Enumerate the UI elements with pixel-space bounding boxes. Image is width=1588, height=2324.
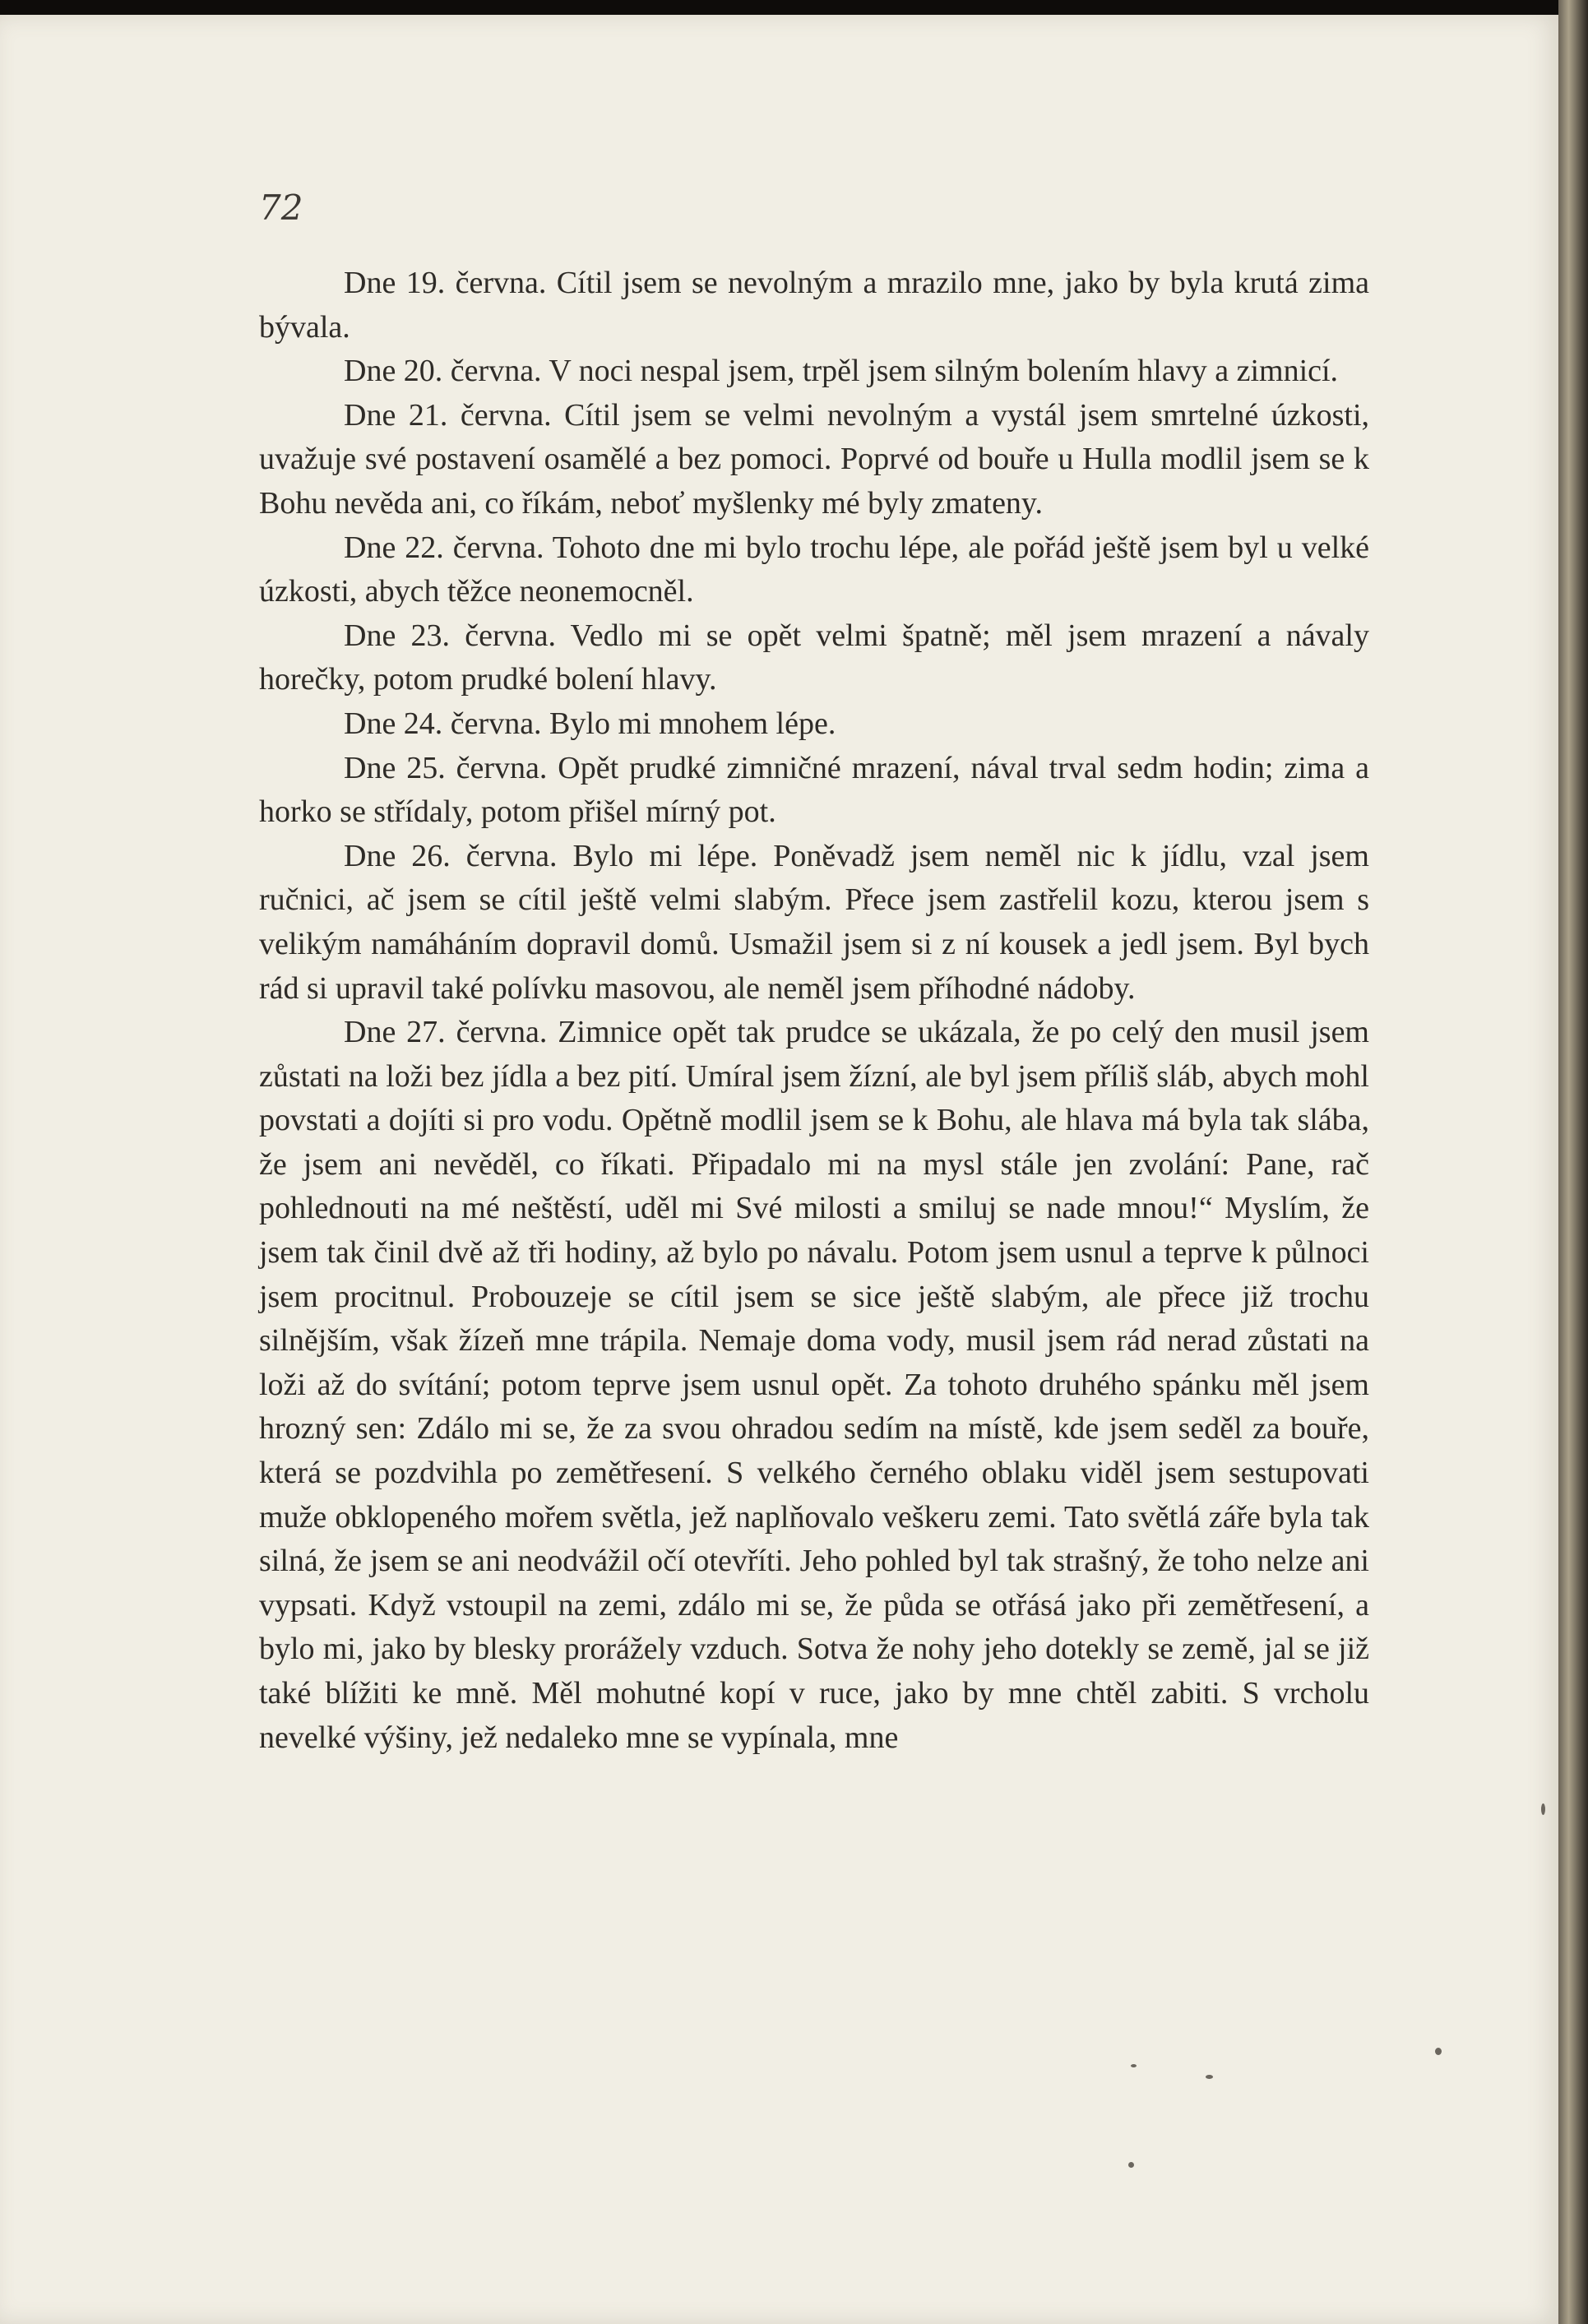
paragraph-june-23: Dne 23. června. Vedlo mi se opět velmi špatně; měl jsem mrazení a návaly horečky, potom prudké bolení hlavy.	[259, 618, 1369, 697]
page-number: 72	[259, 187, 303, 228]
book-page	[0, 15, 1558, 2324]
paper-speck	[1206, 2075, 1213, 2079]
paragraph-june-21: Dne 21. června. Cítil jsem se velmi nevolným a vystál jsem smrtelné úzkosti, uvažuje své postavení osamělé a bez pomoci. Poprvé od bouře u Hulla modlil jsem se k Bohu nevěda ani, co říkám, neboť myšlenky mé byly zmateny.	[259, 397, 1369, 521]
page-edge-shadow	[1558, 0, 1588, 2324]
paragraph-june-22: Dne 22. června. Tohoto dne mi bylo trochu lépe, ale pořád ještě jsem byl u velké úzkosti, abych těžce neonemocněl.	[259, 530, 1369, 609]
paper-speck	[1128, 2162, 1134, 2168]
paragraph-june-20: Dne 20. června. V noci nespal jsem, trpěl jsem silným bolením hlavy a zimnicí.	[344, 354, 1339, 389]
paper-speck	[1541, 1803, 1545, 1815]
paper-speck	[1131, 2064, 1137, 2067]
paragraph-june-19: Dne 19. června. Cítil jsem se nevolným a mrazilo mne, jako by byla krutá zima bývala.	[259, 266, 1369, 345]
paragraph-june-26: Dne 26. června. Bylo mi lépe. Poněvadž jsem neměl nic k jídlu, vzal jsem ručnici, ač jsem se cítil ještě velmi slabým. Přece jsem zastřelil kozu, kterou jsem s velikým namáháním dopravil domů. Usmažil jsem si z ní kousek a jedl jsem. Byl bych rád si upravil také polívku masovou, ale neměl jsem příhodné nádoby.	[259, 838, 1369, 1006]
paper-speck	[1435, 2048, 1442, 2055]
text-block	[259, 262, 1369, 1760]
paragraph-june-24: Dne 24. června. Bylo mi mnohem lépe.	[344, 706, 836, 741]
paragraph-june-25: Dne 25. června. Opět prudké zimničné mrazení, nával trval sedm hodin; zima a horko se střídaly, potom přišel mírný pot.	[259, 750, 1369, 830]
paragraph-june-27: Dne 27. června. Zimnice opět tak prudce se ukázala, že po celý den musil jsem zůstati na loži bez jídla a bez pití. Umíral jsem žízní, ale byl jsem příliš sláb, abych mohl povstati a dojíti si pro vodu. Opětně modlil jsem se k Bohu, ale hlava má byla tak slába, že jsem ani nevěděl, co říkati. Připadalo mi na mysl stále jen zvolání: Pane, rač pohlednouti na mé neštěstí, uděl mi Své milosti a smiluj se nade mnou!“ Myslím, že jsem tak činil dvě až tři hodiny, až bylo po návalu. Potom jsem usnul a teprve k půlnoci jsem procitnul. Probouzeje se cítil jsem se sice ještě slabým, ale přece již trochu silnějším, však žízeň mne trápila. Nemaje doma vody, musil jsem rád nerad zůstati na loži až do svítání; potom teprve jsem usnul opět. Za tohoto druhého spánku měl jsem hrozný sen: Zdálo mi se, že za svou ohradou sedím na místě, kde jsem seděl za bouře, která se pozdvihla po zemětřesení. S velkého černého oblaku viděl jsem sestupovati muže obklopeného mořem světla, jež naplňovalo veškeru zemi. Tato světlá záře byla tak silná, že jsem se ani neodvážil očí otevříti. Jeho pohled byl tak strašný, že toho nelze ani vypsati. Když vstoupil na zemi, zdálo mi se, že půda se otřásá jako při zemětřesení, a bylo mi, jako by blesky prorážely vzduch. Sotva že nohy jeho dotekly se země, jal se již také blížiti ke mně. Měl mohutné kopí v ruce, jako by mne chtěl zabiti. S vrcholu nevelké výšiny, jež nedaleko mne se vypínala, mne	[259, 1015, 1369, 1755]
